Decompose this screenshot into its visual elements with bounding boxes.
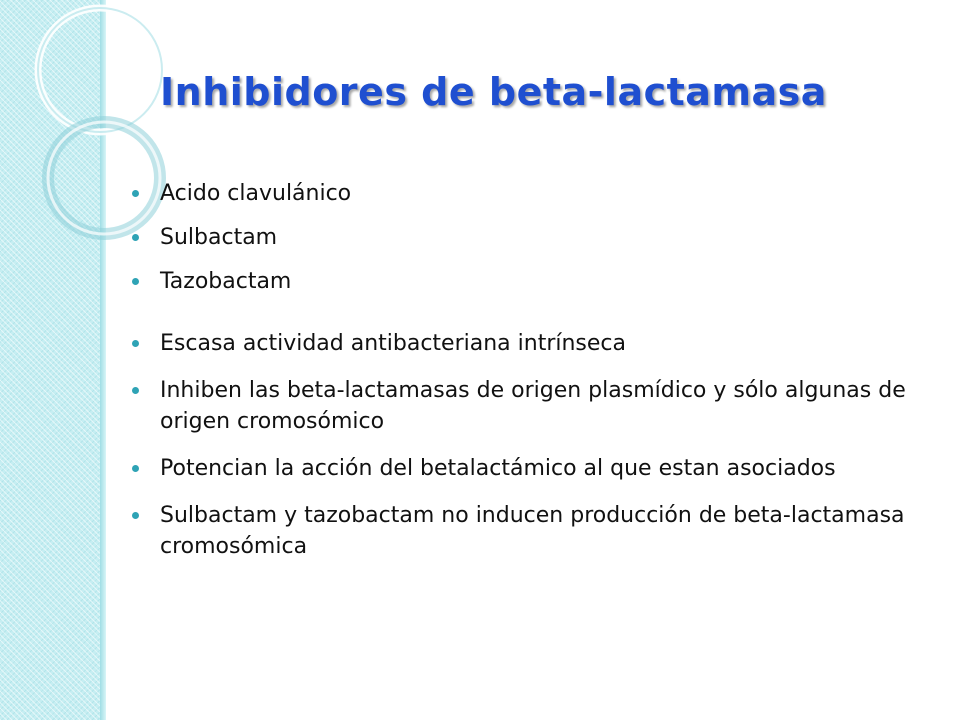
list-item [130,266,930,297]
slide-title: Inhibidores de beta-lactamasa [160,70,827,114]
list-item-text: Escasa actividad antibacteriana intrínseca [160,331,627,356]
list-item [130,328,930,359]
bullet-icon [132,278,139,285]
list-item-text: Sulbactam [160,225,278,250]
list-item [130,222,930,253]
bullet-icon [132,387,139,394]
bullet-list-properties [130,328,930,562]
group-spacer [130,310,930,328]
list-item-text: Tazobactam [160,269,292,294]
list-item-text: Potencian la acción del betalactámico al que estan asociados [160,456,836,481]
list-item-text: Acido clavulánico [160,181,352,206]
list-item [130,178,930,209]
slide-content [130,178,930,578]
list-item-text: Sulbactam y tazobactam no inducen producción de beta-lactamasa cromosómica [160,503,905,559]
bullet-icon [132,340,139,347]
bullet-icon [132,190,139,197]
decorative-side-band [0,0,104,720]
list-item [130,375,930,437]
decorative-band-edge [100,0,106,720]
list-item [130,453,930,484]
bullet-icon [132,465,139,472]
list-item-text: Inhiben las beta-lactamasas de origen plasmídico y sólo algunas de origen cromosómico [160,378,906,434]
bullet-list-compounds [130,178,930,297]
bullet-icon [132,512,139,519]
bullet-icon [132,234,139,241]
list-item [130,500,930,562]
